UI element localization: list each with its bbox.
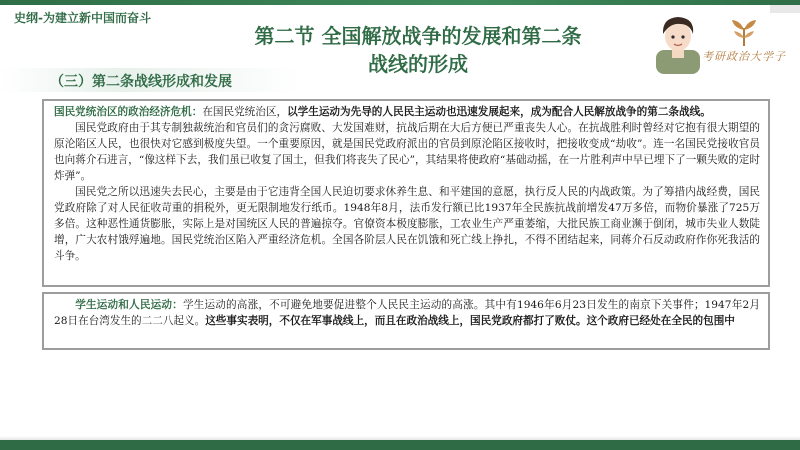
- top-accent-bar: [0, 0, 800, 5]
- series-title: 史纲-为建立新中国而奋斗: [14, 11, 151, 25]
- student-movement-box: [42, 292, 770, 350]
- teacher-portrait-icon: [650, 12, 706, 74]
- top-right-tab: [770, 5, 800, 13]
- page-title-line-1: 第二节 全国解放战争的发展和第二条: [254, 24, 582, 48]
- logo-text: 考研政治大学子: [702, 50, 786, 63]
- crisis-intro-bold: 以学生运动为先导的人民民主运动也迅速发展起来，成为配合人民解放战争的第二条战线。: [287, 106, 711, 118]
- crisis-paragraph-3: 国民党之所以迅速失去民心，主要是由于它违背全国人民迫切要求休养生息、和平建国的意愿，执行反人民的内战政策。为了筹措内战经费，国民党政府除了对人民征收苛重的捐税外，更无限制地发行纸币。1948年8月，法币发行额已比1937年全民族抗战前增发47万多倍，而物价暴涨了725万多倍。这种恶性通货膨胀，实际上是对国统区人民的普遍掠夺。官僚资本极度膨胀，工农业生产严重萎缩，大批民族工商业濒于倒闭，城市失业人数陡增，广大农村饿殍遍地。国民党统治区陷入严重经济危机。全国各阶层人民在饥饿和死亡线上挣扎，不得不团结起来，同蒋介石反动政府作你死我活的斗争。: [54, 186, 760, 262]
- crisis-label: 国民党统治区的政治经济危机：: [54, 106, 203, 118]
- section-subheading-text: （三）第二条战线形成和发展: [50, 74, 232, 90]
- student-movement-label: 学生运动和人民运动：: [75, 299, 183, 311]
- bottom-accent-bar: [0, 440, 800, 450]
- student-movement-paragraph: [54, 297, 760, 329]
- student-movement-bold: 这些事实表明，不仅在军事战线上，而且在政治战线上，国民党政府都打了败仗。这个政府已经处在全民的包围中: [205, 315, 735, 327]
- crisis-content-box: [42, 99, 770, 287]
- leaf-logo-icon: [728, 18, 760, 48]
- crisis-intro-plain: 在国民党统治区，: [202, 106, 288, 118]
- page-title-line-2: 战线的形成: [368, 52, 468, 76]
- brand-logo: [702, 18, 786, 70]
- crisis-paragraph-2: 国民党政府由于其专制独裁统治和官员们的贪污腐败、大发国难财，抗战后期在大后方便已严重丧失人心。在抗战胜利时曾经对它抱有很大期望的原沦陷区人民，也很快对它感到极度失望。一个重要原因，就是国民党政府派出的官员到原沦陷区接收时，把接收变成“劫收”。连一名国民党接收官员也向蒋介石进言，“像这样下去，我们虽已收复了国土，但我们将丧失了民心”，其结果将使政府“基础动摇，在一片胜利声中早已埋下了一颗失败的定时炸弹”。: [54, 122, 760, 182]
- section-subheading: [0, 68, 300, 92]
- crisis-intro-paragraph: [54, 104, 760, 120]
- student-movement-plain: 学生运动的高涨，不可避免地要促进整个人民民主运动的高涨。其中有1946年6月23日发生的南京下关事件；1947年2月28日在台湾发生的二二八起义。: [54, 299, 760, 327]
